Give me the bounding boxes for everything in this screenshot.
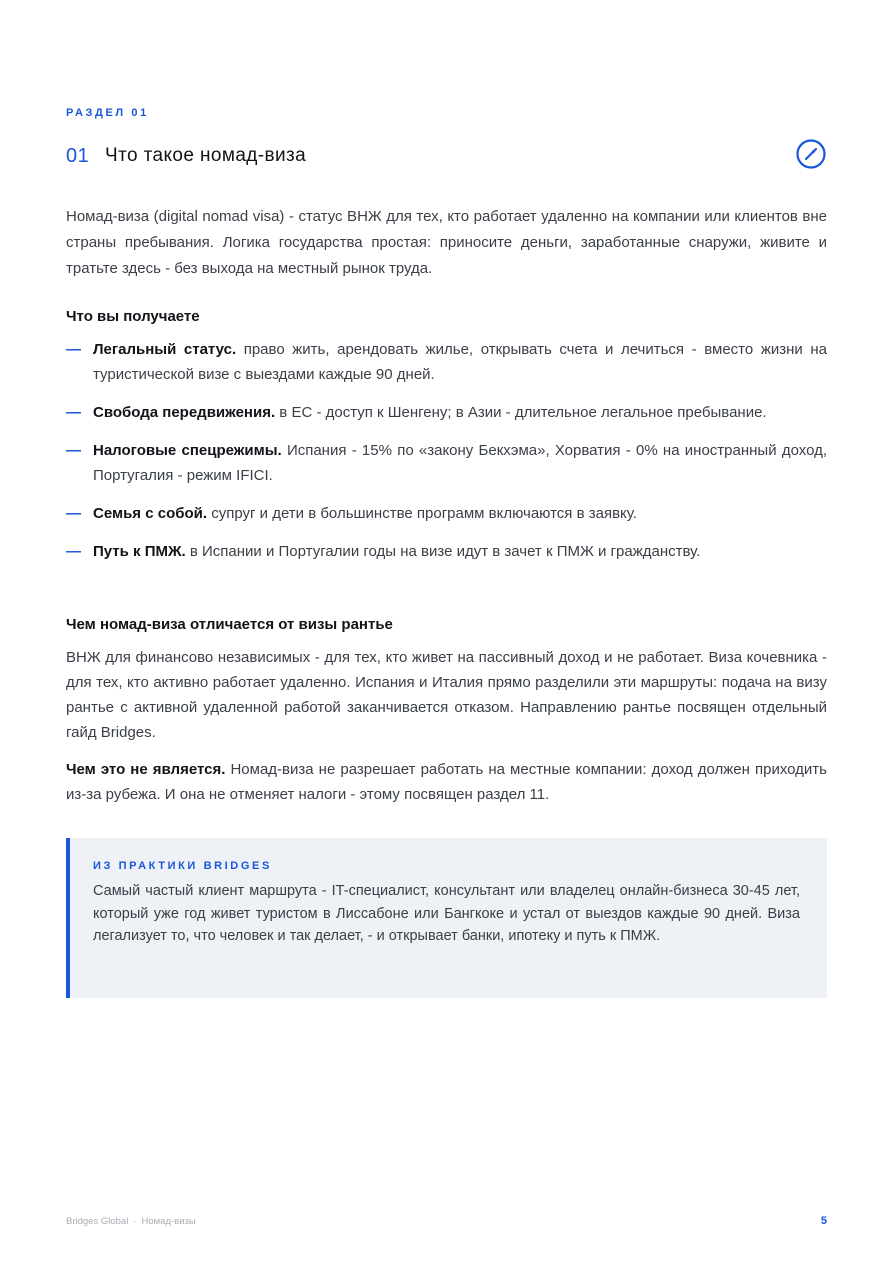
section-number: 01 [66, 145, 90, 167]
dash-icon: — [66, 442, 81, 459]
callout-label: ИЗ ПРАКТИКИ BRIDGES [93, 860, 272, 872]
list-item [66, 337, 827, 387]
section-heading [66, 140, 827, 172]
compass-icon [795, 138, 827, 170]
benefit-title: Свобода передвижения. [93, 404, 276, 421]
document-page [66, 0, 827, 1263]
benefit-title: Путь к ПМЖ. [93, 543, 186, 560]
section-eyebrow: РАЗДЕЛ 01 [66, 107, 149, 119]
list-item [66, 400, 827, 425]
intro-paragraph: Номад-виза (digital nomad visa) - статус ВНЖ для тех, кто работает удаленно на компании или клиентов вне страны пребывания. Логика государства простая: приносите деньги, заработанные снаружи, живите и тратьте здесь - без выхода на местный рынок труда. [66, 208, 827, 277]
benefit-text: супруг и дети в большинстве программ включаются в заявку. [207, 505, 637, 522]
difference-paragraph: ВНЖ для финансово независимых - для тех, кто живет на пассивный доход и не работает. Виза кочевника - для тех, кто активно работает удаленно. Испания и Италия прямо разделили эти маршруты: подача на визу рантье с активной удаленной работой заканчивается отказом. Направлению рантье посвящен отдельный гайд Bridges. [66, 649, 827, 741]
callout-text: Самый частый клиент маршрута - IT-специалист, консультант или владелец онлайн-бизнеса 30-45 лет, который уже год живет туристом в Лиссабоне или Бангкоке и устал от выездов каждые 90 дней. Виза легализует то, что человек и так делает, - и открывает банки, ипотеку и путь к ПМЖ. [93, 883, 800, 944]
page-title: Что такое номад-виза [105, 145, 307, 166]
benefit-text: Испания - 15% по «закону Бекхэма», Хорватия - 0% на иностранный доход, Португалия - режим IFICI. [93, 442, 828, 484]
not-is-title: Чем это не является. [66, 761, 226, 778]
list-item [66, 539, 827, 564]
not-is-text: Номад-виза не разрешает работать на местные компании: доход должен приходить из-за рубежа. И она не отменяет налоги - этому посвящен раздел 11. [66, 761, 827, 803]
dash-icon: — [66, 341, 81, 358]
footer-doc-title: Номад-визы [141, 1216, 196, 1227]
benefit-title: Легальный статус. [93, 341, 237, 358]
benefits-list [66, 337, 827, 577]
benefit-title: Семья с собой. [93, 505, 208, 522]
dash-icon: — [66, 404, 81, 421]
list-item [66, 438, 827, 488]
not-is-paragraph [66, 757, 827, 807]
page-number: 5 [820, 1215, 827, 1227]
benefit-title: Налоговые спецрежимы. [93, 442, 282, 459]
list-item [66, 501, 827, 526]
difference-heading: Чем номад-виза отличается от визы рантье [66, 616, 393, 633]
benefit-text: право жить, арендовать жилье, открывать счета и лечиться - вместо жизни на туристической визе с выездами каждые 90 дней. [93, 341, 827, 383]
page-footer [66, 1216, 827, 1227]
benefit-text: в Испании и Португалии годы на визе идут в зачет к ПМЖ и гражданству. [185, 543, 701, 560]
practice-callout [66, 838, 827, 998]
benefit-text: в ЕС - доступ к Шенгену; в Азии - длительное легальное пребывание. [275, 404, 767, 421]
dash-icon: — [66, 505, 81, 522]
dash-icon: — [66, 543, 81, 560]
footer-brand: Bridges Global [66, 1216, 129, 1227]
benefits-heading: Что вы получаете [66, 308, 200, 325]
footer-separator: · [133, 1216, 137, 1227]
